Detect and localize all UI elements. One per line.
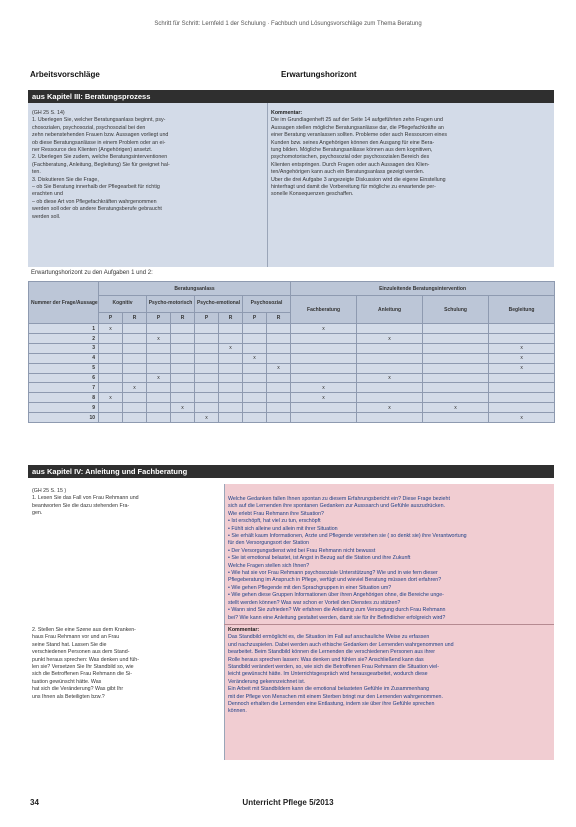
matrix-cell <box>243 343 267 353</box>
matrix-cell <box>195 383 219 393</box>
matrix-cell <box>423 383 489 393</box>
matrix-group-header: Einzuleitende Beratungsintervention <box>291 282 555 296</box>
section-body <box>28 484 554 760</box>
matrix-subheader: P <box>147 313 171 324</box>
text-line: einer Beratung veranlassen sollten. Probleme oder auch Ressourcen eines <box>271 132 448 139</box>
section-left-text <box>32 627 220 701</box>
text-line: können. <box>228 708 247 715</box>
matrix-cell <box>147 383 171 393</box>
matrix-cell: x <box>195 413 219 423</box>
text-line: stellt werden können? Was war schon er Vorteil den Dienstes zu stützen? <box>228 599 401 606</box>
matrix-cell <box>291 353 357 363</box>
matrix-cell <box>291 403 357 413</box>
matrix-cell: x <box>291 393 357 403</box>
matrix-cell <box>195 403 219 413</box>
matrix-cell <box>423 343 489 353</box>
matrix-cell <box>243 363 267 373</box>
journal-issue: Unterricht Pflege 5/2013 <box>242 798 334 807</box>
comment-heading: Kommentar: <box>228 627 260 633</box>
text-line: Welche Fragen stellen sich Ihnen? <box>228 562 310 569</box>
matrix-column-header: Psychosozial <box>243 296 291 313</box>
text-line: Welche Gedanken fallen Ihnen spontan zu diesem Erfahrungsbericht ein? Diese Frage bezieht <box>228 496 450 502</box>
text-line: Rolle heraus sprechen lassen: Was denken und fühlen sie? Anschließend kann das <box>228 656 424 663</box>
matrix-cell: x <box>123 383 147 393</box>
matrix-cell <box>99 343 123 353</box>
matrix-cell <box>489 373 555 383</box>
table-row <box>29 393 555 403</box>
running-header: Schritt für Schritt: Lernfeld 1 der Schulung · Fachbuch und Lösungsvorschläge zum Thema Beratung <box>154 21 422 27</box>
matrix-corner-cell: Nummer der Frage/Aussage <box>29 282 99 324</box>
matrix-cell <box>99 373 123 383</box>
matrix-subheader: R <box>267 313 291 324</box>
matrix-cell <box>195 324 219 334</box>
text-line: Das Standbild ermöglicht es, die Situation im Fall auf anschauliche Weise zu erfassen <box>228 634 430 641</box>
matrix-column-header: Schulung <box>423 296 489 324</box>
matrix-caption: Erwartungshorizont zu den Aufgaben 1 und 2: <box>31 270 153 276</box>
matrix-cell <box>423 373 489 383</box>
matrix-cell <box>219 383 243 393</box>
matrix-cell <box>243 413 267 423</box>
section-body <box>28 103 554 267</box>
text-line: • Wie gehen diese Gruppen Informationen über ihren Angehörigen ohne, die Bereiche unge- <box>228 592 444 599</box>
row-number: 10 <box>29 413 99 423</box>
matrix-cell <box>423 353 489 363</box>
matrix-cell: x <box>489 363 555 373</box>
matrix-cell <box>489 383 555 393</box>
matrix-cell <box>357 383 423 393</box>
text-line: Die im Grundlagenheft 25 auf der Seite 14 aufgeführten zehn Fragen und <box>271 117 443 124</box>
matrix-cell <box>219 373 243 383</box>
row-number: 7 <box>29 383 99 393</box>
text-line: • Sie ist emotional belastet, ist Angst in Bezug auf die Station und ihre Zukunft <box>228 555 411 562</box>
matrix-cell <box>219 363 243 373</box>
matrix-cell <box>123 334 147 344</box>
text-line: Kunden bzw. seines Angehörigen können den Ausgang für eine Bera- <box>271 139 435 146</box>
table-row <box>29 403 555 413</box>
matrix-cell <box>147 413 171 423</box>
text-line: Pflegeberatung im Anspruch in Pflege, verfügt und wieviel Beratung müssen dort erfahren? <box>228 577 442 584</box>
matrix-cell <box>147 393 171 403</box>
text-line: sonelle Konsequenzen geschaffen. <box>271 191 354 198</box>
matrix-cell <box>267 413 291 423</box>
matrix-cell <box>123 413 147 423</box>
matrix-cell <box>267 324 291 334</box>
matrix-cell: x <box>291 383 357 393</box>
text-line: • Wann sind Sie zufrieden? Wir erfahren die Anleitung zum Versorgung durch Frau Rehmann <box>228 607 446 614</box>
matrix-cell <box>423 363 489 373</box>
matrix-cell: x <box>357 403 423 413</box>
matrix-cell <box>357 353 423 363</box>
matrix-cell <box>357 393 423 403</box>
matrix-cell <box>123 393 147 403</box>
matrix-cell <box>147 403 171 413</box>
table-row <box>29 353 555 363</box>
matrix-cell <box>489 403 555 413</box>
matrix-cell <box>99 403 123 413</box>
matrix-cell <box>267 343 291 353</box>
column-divider <box>267 103 268 267</box>
row-number: 5 <box>29 363 99 373</box>
section-title-bar: aus Kapitel IV: Anleitung und Fachberatung <box>28 465 554 478</box>
text-line: leicht gewünscht hätte. Im Unterrichtsgespräch wird herausgearbeitet, wodurch diese <box>228 671 428 678</box>
column-heading-right: Erwartungshorizont <box>281 70 357 79</box>
text-line: 1. Überlegen Sie, welcher Beratungsanlass beginnt, psy- <box>32 117 166 124</box>
matrix-cell <box>489 393 555 403</box>
matrix-cell: x <box>267 363 291 373</box>
matrix-cell <box>99 413 123 423</box>
matrix-cell <box>195 334 219 344</box>
matrix-cell <box>243 403 267 413</box>
matrix-cell <box>171 363 195 373</box>
table-row <box>29 383 555 393</box>
text-line: 3. Diskutieren Sie die Frage, <box>32 176 99 183</box>
matrix-cell: x <box>243 353 267 363</box>
matrix-cell: x <box>357 373 423 383</box>
matrix-cell <box>219 324 243 334</box>
text-line: mit der Pflege von Menschen mit einem Sterben bringt nur den Lernenden wahrgenommen. <box>228 693 443 700</box>
section-left-text <box>32 488 220 518</box>
row-number: 8 <box>29 393 99 403</box>
text-line: (Fachberatung, Anleitung, Begleitung) Sie für geeignet hal- <box>32 161 170 168</box>
text-line: sich die Betroffenen Frau Rehmann die Si- <box>32 671 133 678</box>
matrix-cell <box>123 403 147 413</box>
matrix-cell <box>147 353 171 363</box>
matrix-cell <box>123 343 147 353</box>
section-left-text <box>32 110 264 221</box>
matrix-cell <box>267 393 291 403</box>
matrix-cell <box>99 353 123 363</box>
matrix-cell <box>423 334 489 344</box>
matrix-subheader: R <box>219 313 243 324</box>
text-line: Klienten entspringen. Durch Fragen oder auch Aussagen des Klien- <box>271 161 430 168</box>
matrix-cell <box>99 334 123 344</box>
row-number: 1 <box>29 324 99 334</box>
table-row <box>29 413 555 423</box>
text-line: Veränderung gekennzeichnet ist. <box>228 678 306 685</box>
text-line: werden soll oder ob andere Beratungsberufe gebraucht <box>32 206 162 213</box>
text-line: zehn nebenstehenden Frauen bzw. Aussagen vorliegt und <box>32 132 169 139</box>
matrix-column-header: Psycho-emotional <box>195 296 243 313</box>
matrix-cell <box>219 413 243 423</box>
text-line: Über die drei Aufgabe 3 angezeigte Diskussion wird die eigene Einstellung <box>271 176 446 183</box>
text-line: Ein Arbeit mit Standbildern kann die emotional belasteten Gefühle im Zusammenhang <box>228 686 430 693</box>
section-right-text <box>228 496 551 622</box>
matrix-subheader: R <box>123 313 147 324</box>
matrix-cell <box>123 353 147 363</box>
text-line: – ob Sie Beratung innerhalb der Pflegearbeit für richtig <box>32 184 160 191</box>
text-line: uns Ihnen als Beteiligten bzw.? <box>32 693 105 700</box>
text-line: len sie? Versetzen Sie Ihr Standbild so, wie <box>32 664 134 671</box>
text-line: erachten und <box>32 191 63 198</box>
section-title-bar: aus Kapitel III: Beratungsprozess <box>28 90 554 103</box>
matrix-cell: x <box>357 334 423 344</box>
text-line: • Ist erschöpft, hat viel zu tun, erschöpft <box>228 518 321 525</box>
text-line: (GH 25 S. 15 ) <box>32 488 67 494</box>
matrix-cell <box>147 363 171 373</box>
text-line: – ob diese Art von Pflegefachkräften wahrgenommen <box>32 198 157 205</box>
matrix-cell <box>291 413 357 423</box>
text-line: Aussagen stellen mögliche Beratungsanlässe dar, die Pflegefachkräfte an <box>271 124 444 131</box>
table-row <box>29 343 555 353</box>
matrix-cell <box>357 324 423 334</box>
matrix-cell <box>267 403 291 413</box>
matrix-cell <box>489 334 555 344</box>
matrix-cell <box>267 383 291 393</box>
matrix-cell <box>357 363 423 373</box>
matrix-cell <box>357 343 423 353</box>
column-divider <box>224 484 225 760</box>
matrix-subheader: P <box>243 313 267 324</box>
comment-heading: Kommentar: <box>271 110 303 116</box>
matrix-cell: x <box>147 373 171 383</box>
matrix-cell <box>171 373 195 383</box>
page-number: 34 <box>30 798 39 807</box>
matrix-cell <box>423 413 489 423</box>
matrix-cell <box>171 413 195 423</box>
text-line: ten/Angehörigen kann auch ein Beratungsanlass gezeigt werden. <box>271 169 425 176</box>
text-line: • Fühlt sich alleine und allein mit ihrer Situation <box>228 525 338 532</box>
matrix-cell <box>219 403 243 413</box>
matrix-cell: x <box>489 343 555 353</box>
matrix-cell <box>219 334 243 344</box>
matrix-cell <box>219 353 243 363</box>
text-line: 2. Überlegen Sie zudem, welche Beratungsinterventionen <box>32 154 168 161</box>
matrix-column-header: Fachberatung <box>291 296 357 324</box>
matrix-cell <box>147 343 171 353</box>
text-line: chosozialen, psychosozial, psychosozial bei den <box>32 124 146 131</box>
matrix-cell <box>291 373 357 383</box>
matrix-cell <box>423 324 489 334</box>
matrix-cell: x <box>147 334 171 344</box>
matrix-cell: x <box>291 324 357 334</box>
text-line: • Wie gehen Pflegende mit den Sprachgruppen in einer Situation um? <box>228 584 392 591</box>
text-line: bearbeitet. Beim Standbild können die Lernenden die verschiedenen Personen aus ihrer <box>228 649 436 656</box>
matrix-cell <box>171 393 195 403</box>
matrix-cell: x <box>423 403 489 413</box>
matrix-cell: x <box>489 413 555 423</box>
matrix-cell <box>195 373 219 383</box>
matrix-cell: x <box>219 343 243 353</box>
text-line: Standbild verändert werden, so, wie sich die Betroffenen Frau Rehmann die Situation viel- <box>228 664 440 671</box>
section-right-text <box>271 117 551 198</box>
matrix-column-header: Anleitung <box>357 296 423 324</box>
matrix-cell: x <box>171 403 195 413</box>
matrix-column-header: Psycho-motorisch <box>147 296 195 313</box>
matrix-cell <box>243 383 267 393</box>
matrix-cell <box>423 393 489 403</box>
table-row <box>29 334 555 344</box>
matrix-cell <box>357 413 423 423</box>
text-line: ten. <box>32 169 41 176</box>
text-line: Dennoch erhalten die Lernenden eine Entlastung, indem sie über ihre Gefühle sprechen <box>228 701 435 708</box>
matrix-column-header: Kognitiv <box>99 296 147 313</box>
matrix-cell <box>243 324 267 334</box>
matrix-cell <box>171 343 195 353</box>
text-line: hinterfragt und damit die Vorbereitung für mögliche zu erwartende per- <box>271 184 436 191</box>
matrix-subheader: P <box>99 313 123 324</box>
row-number: 4 <box>29 353 99 363</box>
matrix-cell <box>195 393 219 403</box>
matrix-cell <box>219 393 243 403</box>
table-row <box>29 363 555 373</box>
table-row <box>29 324 555 334</box>
row-number: 9 <box>29 403 99 413</box>
matrix-cell <box>195 353 219 363</box>
matrix-cell <box>267 373 291 383</box>
matrix-cell <box>99 363 123 373</box>
matrix-cell <box>123 373 147 383</box>
matrix-cell: x <box>99 324 123 334</box>
text-line: und nachzuspielen. Dabei werden auch ethische Gedanken der Lernenden wahrgenommen und <box>228 641 454 648</box>
matrix-cell <box>243 373 267 383</box>
matrix-cell <box>171 334 195 344</box>
matrix-cell <box>123 324 147 334</box>
matrix-cell <box>171 383 195 393</box>
matrix-cell <box>291 334 357 344</box>
text-line: Wie erlebt Frau Rehmann ihre Situation? <box>228 510 324 517</box>
section-right-text <box>228 634 551 715</box>
text-line: punkt heraus sprechen: Was denken und füh- <box>32 656 139 663</box>
text-line: psychomotorischen, psychosozial oder psychosozialen Bereich des <box>271 154 430 161</box>
matrix-cell <box>267 334 291 344</box>
matrix-cell <box>243 393 267 403</box>
text-line: verschiedenen Personen aus dem Stand- <box>32 649 130 656</box>
text-line: 2. Stellen Sie eine Szene aus dem Kranken- <box>32 627 136 633</box>
matrix-subheader: R <box>171 313 195 324</box>
row-number: 3 <box>29 343 99 353</box>
text-line: • Wie hat sie vor Frau Rehmann psychosoziale Unterstützung? Wie und in wie fern dieser <box>228 570 438 577</box>
row-number: 2 <box>29 334 99 344</box>
text-line: tung bilden. Mögliche Beratungsanlässe können aus dem kognitiven, <box>271 147 433 154</box>
matrix-cell <box>489 324 555 334</box>
table-row <box>29 373 555 383</box>
text-line: für den Versorgungsort der Station <box>228 540 309 547</box>
column-heading-left: Arbeitsvorschläge <box>30 70 100 79</box>
text-line: (GH 25 S. 14) <box>32 110 65 116</box>
matrix-cell <box>243 334 267 344</box>
matrix-cell <box>195 363 219 373</box>
divider-line <box>224 624 554 625</box>
text-line: • Der Versorgungsdienst wird bei Frau Rehmann nicht bewusst <box>228 547 376 554</box>
text-line: beantworten Sie die dazu stehenden Fra- <box>32 502 130 509</box>
matrix-column-header: Begleitung <box>489 296 555 324</box>
text-line: 1. Lesen Sie das Fall von Frau Rehmann und <box>32 495 139 502</box>
matrix-cell <box>291 363 357 373</box>
text-line: seine Stand hat. Lassen Sie die <box>32 641 107 648</box>
matrix-cell <box>267 353 291 363</box>
matrix-cell <box>291 343 357 353</box>
matrix-cell: x <box>489 353 555 363</box>
matrix-subheader: P <box>195 313 219 324</box>
text-line: sich auf die Lernenden ihre spontanen Gedanken zur Ausssarch und Gefühle auszudrücken. <box>228 503 446 510</box>
matrix-cell: x <box>99 393 123 403</box>
matrix-cell <box>171 353 195 363</box>
text-line: • Sie erhält kaum Informationen, Ärzte und Pflegende verstehen sie ( so denkt sie) ihre Verantwortung <box>228 533 467 540</box>
matrix-cell <box>123 363 147 373</box>
row-number: 6 <box>29 373 99 383</box>
text-line: bei? Wie kann eine Anleitung gestaltet werden, damit sie für ihr Befindlicher erfolgreich wird? <box>228 614 446 621</box>
text-line: haus Frau Rehmann vor und an Frau <box>32 634 120 641</box>
matrix-cell <box>195 343 219 353</box>
text-line: ob diese Beratungsanlässe in einem Problem oder an ei- <box>32 139 166 146</box>
matrix-group-header: Beratungsanlass <box>99 282 291 296</box>
text-line: ner Ressource des Klienten (Angehörigen) ansetzt. <box>32 147 153 154</box>
text-line: tuation gewünscht hätte. Was <box>32 678 102 685</box>
text-line: gen. <box>32 510 43 517</box>
text-line: hat sich die Veränderung? Was gibt Ihr <box>32 686 124 693</box>
text-line: werden soll. <box>32 213 61 220</box>
matrix-table <box>28 281 555 423</box>
matrix-cell <box>147 324 171 334</box>
matrix-cell <box>99 383 123 393</box>
matrix-cell <box>171 324 195 334</box>
